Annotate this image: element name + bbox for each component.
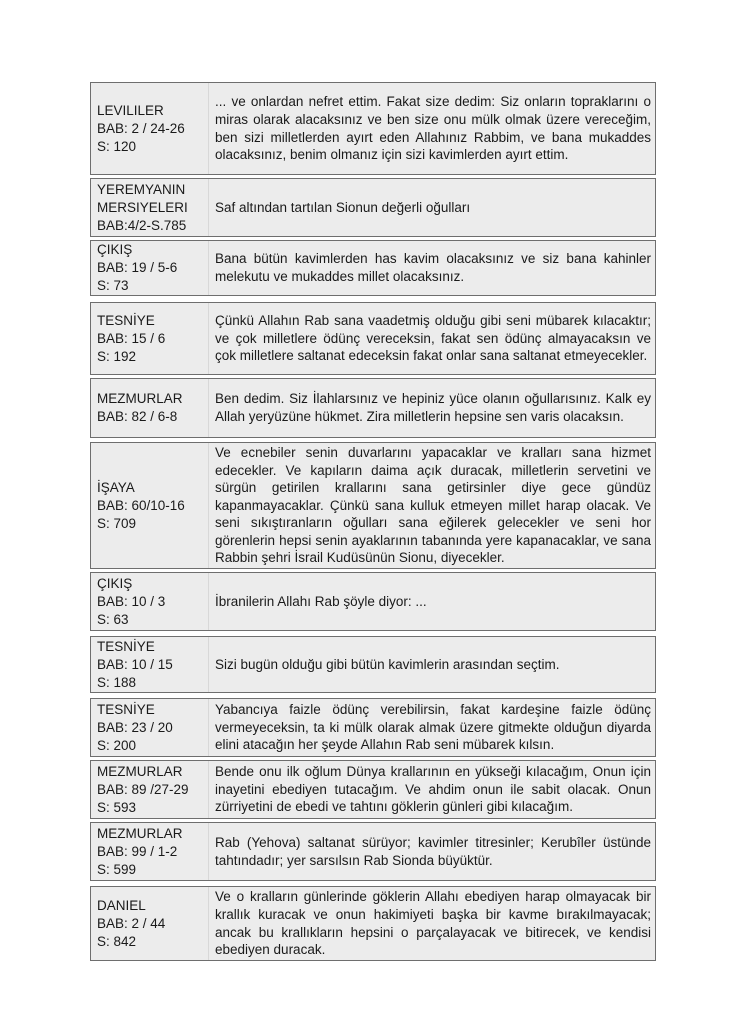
verse-cell <box>209 637 655 692</box>
reference-cell <box>91 179 209 236</box>
table-row <box>90 698 656 757</box>
reference-page: S: 709 <box>97 515 137 531</box>
reference-book: TESNİYE <box>97 701 155 717</box>
reference-ref: BAB: 99 / 1-2 <box>97 843 178 859</box>
table-row <box>90 442 656 569</box>
verse-text: Ben dedim. Siz İlahlarsınız ve hepiniz yüce olanın oğullarısınız. Kalk ey Allah yeryüzüne hükmet. Zira milletlerin hepsine sen varis olacaksın. <box>215 391 651 424</box>
verse-cell <box>209 83 655 174</box>
reference-page: S: 599 <box>97 861 137 877</box>
reference-cell <box>91 443 209 568</box>
reference-page: S: 120 <box>97 138 137 154</box>
reference-book: DANIEL <box>97 897 146 913</box>
table-row <box>90 82 656 175</box>
reference-book: ÇIKIŞ <box>97 242 133 257</box>
reference-cell <box>91 887 209 960</box>
reference-book: YEREMYANIN <box>97 181 186 197</box>
reference-ref: BAB: 89 /27-29 <box>97 781 189 797</box>
reference-cell <box>91 303 209 374</box>
reference-ref: BAB: 82 / 6-8 <box>97 409 178 424</box>
table-row <box>90 178 656 237</box>
reference-page: S: 73 <box>97 278 129 293</box>
reference-page: BAB:4/2-S.785 <box>97 217 187 233</box>
reference-page: S: 63 <box>97 611 129 627</box>
reference-page: S: 593 <box>97 799 137 815</box>
reference-cell <box>91 699 209 756</box>
reference-page: S: 188 <box>97 674 137 690</box>
verse-cell <box>209 241 655 295</box>
reference-ref: MERSIYELERI <box>97 199 188 215</box>
verse-text: Ve o kralların günlerinde göklerin Allahı ebediyen harap olmayacak bir krallık kuracak ve onun hakimiyeti başka bir kavme bırakılmayacak; ancak bu krallıkların hepsini o parçalayacak ve bitirecek, ve kendisi ebediyen duracak. <box>215 889 651 958</box>
reference-ref: BAB: 2 / 44 <box>97 915 166 931</box>
verse-cell <box>209 443 655 568</box>
reference-book: MEZMURLAR <box>97 825 183 841</box>
reference-cell <box>91 379 209 437</box>
verse-cell <box>209 823 655 880</box>
table-row <box>90 302 656 375</box>
reference-cell <box>91 637 209 692</box>
table-row <box>90 886 656 961</box>
verse-text: İbranilerin Allahı Rab şöyle diyor: ... <box>215 593 427 609</box>
reference-book: LEVILILER <box>97 102 164 118</box>
table-row <box>90 636 656 693</box>
reference-page: S: 192 <box>97 348 137 364</box>
reference-cell <box>91 761 209 818</box>
reference-ref: BAB: 23 / 20 <box>97 719 173 735</box>
verse-text: Saf altından tartılan Sionun değerli oğulları <box>215 199 471 215</box>
verse-text: Ve ecnebiler senin duvarlarını yapacaklar ve kralları sana hizmet edecekler. Ve kapıların daima açık duracak, milletlerin servetini ve sürgün getirilen krallarını sana getirsinler diye gece gündüz kapanmayacaklar. Çünkü sana kulluk etmeyen millet harap olacak. Ve seni sıkıştıranların oğulları sana eğilerek gelecekler ve seni hor görenlerin hepsi senin ayaklarının tabanında yere kapanacaklar, ve sana Rabbin şehri İsrail Kudüsünün Sionu, diyecekler. <box>215 444 651 566</box>
verse-text: Rab (Yehova) saltanat sürüyor; kavimler titresinler; Kerubîler üstünde tahtındadır; yer sarsılsın Rab Sionda büyüktür. <box>215 834 651 868</box>
reference-book: MEZMURLAR <box>97 391 183 406</box>
reference-ref: BAB: 10 / 15 <box>97 656 173 672</box>
reference-ref: BAB: 2 / 24-26 <box>97 120 185 136</box>
reference-ref: BAB: 10 / 3 <box>97 593 166 609</box>
verse-cell <box>209 573 655 630</box>
reference-ref: BAB: 60/10-16 <box>97 497 185 513</box>
verse-text: Bana bütün kavimlerden has kavim olacaksınız ve siz bana kahinler melekutu ve mukaddes millet olacaksınız. <box>215 251 651 284</box>
verse-text: Çünkü Allahın Rab sana vaadetmiş olduğu gibi seni mübarek kılacaktır; ve çok milletlere ödünç vereceksin, fakat sen ödünç almayacaksın ve çok milletlere saltanat edeceksin fakat onlar sana saltanat etmeyecekler. <box>215 313 651 364</box>
table-row <box>90 378 656 438</box>
verse-cell <box>209 761 655 818</box>
reference-cell <box>91 823 209 880</box>
reference-book: İŞAYA <box>97 479 135 495</box>
verse-cell <box>209 303 655 374</box>
reference-book: TESNİYE <box>97 312 155 328</box>
verse-text: ... ve onlardan nefret ettim. Fakat size dedim: Siz onların topraklarını o miras olarak alacaksınız ve ben size onu mülk olmak üzere vereceğim, ben sizi milletlerden ayırt eden Allahınız Rabbim, ve bana mukaddes olacaksınız, benim olmanız için sizi kavimlerden ayırt ettim. <box>215 94 651 163</box>
reference-cell <box>91 83 209 174</box>
reference-cell <box>91 241 209 295</box>
reference-ref: BAB: 15 / 6 <box>97 330 166 346</box>
reference-ref: BAB: 19 / 5-6 <box>97 260 178 275</box>
reference-page: S: 200 <box>97 737 137 753</box>
reference-book: TESNİYE <box>97 638 155 654</box>
verse-cell <box>209 887 655 960</box>
reference-cell <box>91 573 209 630</box>
table-row <box>90 760 656 819</box>
verse-text: Sizi bugün olduğu gibi bütün kavimlerin arasından seçtim. <box>215 656 560 672</box>
verse-cell <box>209 179 655 236</box>
verse-text: Bende onu ilk oğlum Dünya krallarının en yükseği kılacağım, Onun için inayetini ebediyen tutacağım. Ve ahdim onun ile sabit olacak. Onun zürriyetini de ebedi ve tahtını göklerin günleri gibi kılacağım. <box>215 764 651 815</box>
reference-book: MEZMURLAR <box>97 763 183 779</box>
verse-cell <box>209 699 655 756</box>
verse-cell <box>209 379 655 437</box>
reference-book: ÇIKIŞ <box>97 575 133 591</box>
table-row <box>90 822 656 881</box>
table-row <box>90 572 656 631</box>
table-row <box>90 240 656 296</box>
verse-text: Yabancıya faizle ödünç verebilirsin, fakat kardeşine faizle ödünç vermeyeceksin, ta ki mülk olarak almak üzere gitmekte olduğun diyarda elini atacağın her şeyde Allahın Rab seni mübarek kılsın. <box>215 702 651 753</box>
reference-page: S: 842 <box>97 933 137 949</box>
